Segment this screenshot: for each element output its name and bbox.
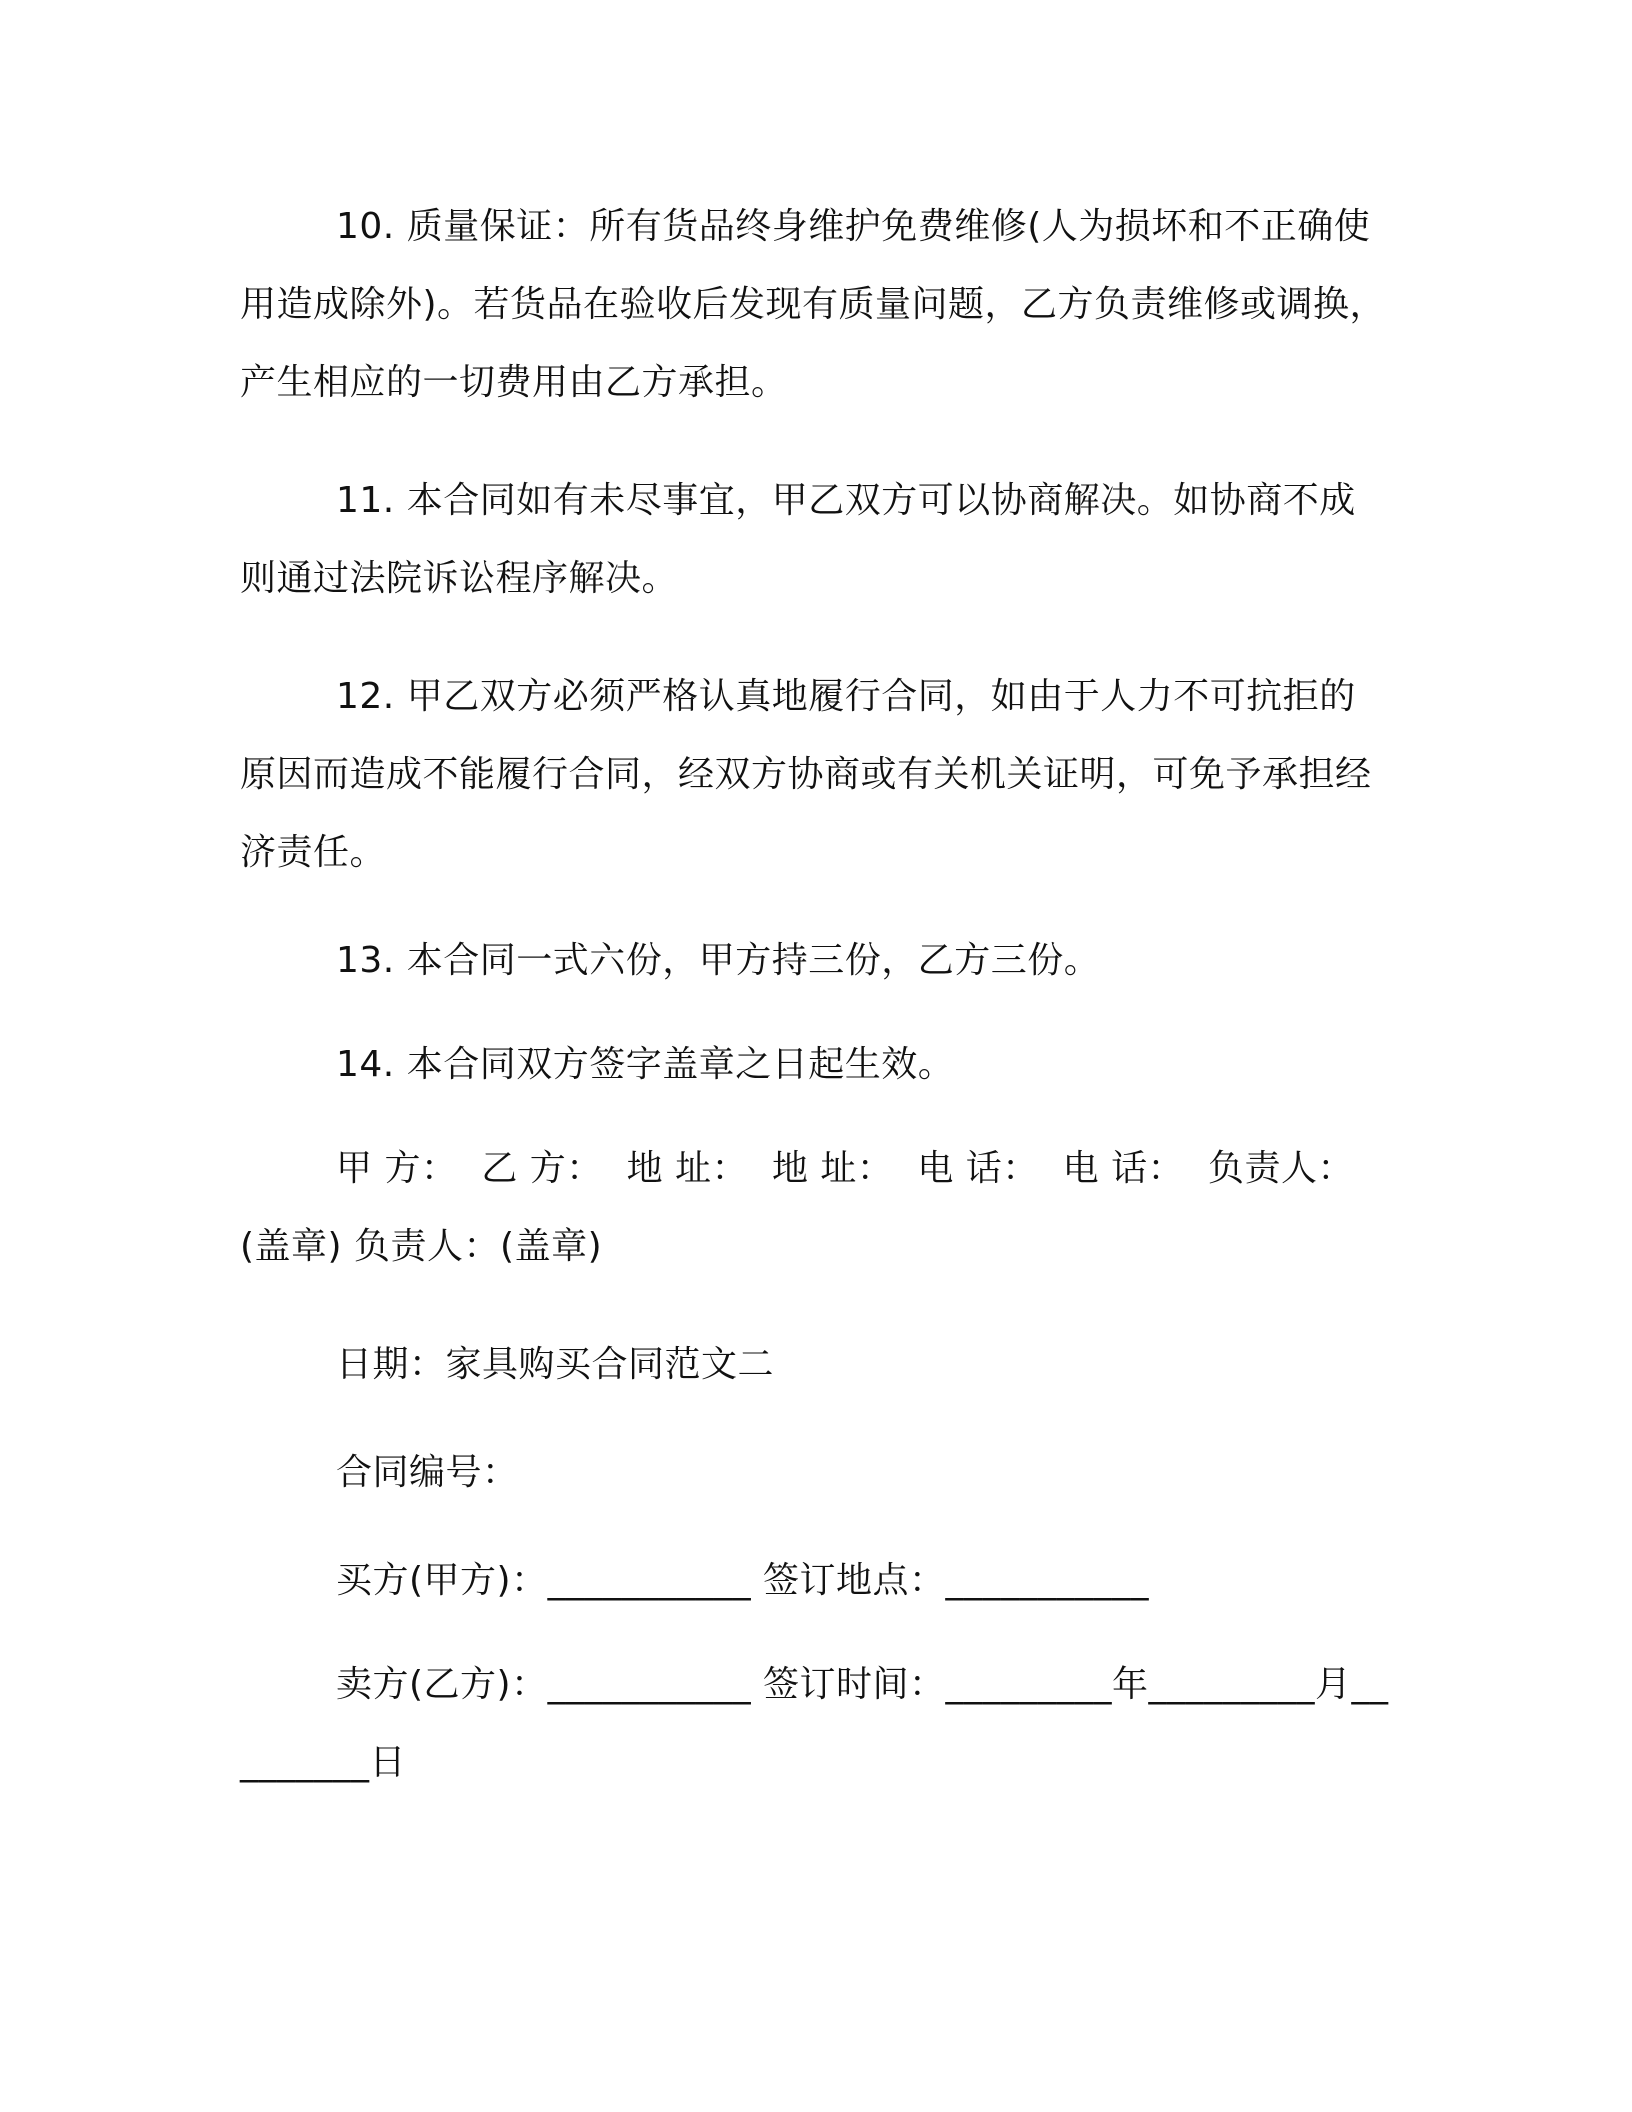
- signature-block: 甲 方： 乙 方： 地 址： 地 址： 电 话： 电 话： 负责人：(盖章) 负责人：(盖章): [240, 1148, 1354, 1267]
- seller-line: 卖方(乙方)：___________ 签订时间：_________年_________月_________日: [240, 1664, 1389, 1783]
- clause-10-quality-guarantee: 10. 质量保证：所有货品终身维护免费维修(人为损坏和不正确使用造成除外)。若货品在验收后发现有质量问题，乙方负责维修或调换，产生相应的一切费用由乙方承担。: [240, 206, 1387, 403]
- clause-14-effective-date: 14. 本合同双方签字盖章之日起生效。: [336, 1044, 955, 1085]
- document-body: [240, 188, 1390, 1802]
- clause-13-copies: 13. 本合同一式六份，甲方持三份，乙方三份。: [336, 940, 1101, 981]
- date-line: 日期：家具购买合同范文二: [336, 1344, 775, 1385]
- clause-11-unresolved-matters: 11. 本合同如有未尽事宜，甲乙双方可以协商解决。如协商不成则通过法院诉讼程序解决。: [240, 480, 1356, 599]
- clause-12-force-majeure: 12. 甲乙双方必须严格认真地履行合同，如由于人力不可抗拒的原因而造成不能履行合同，经双方协商或有关机关证明，可免予承担经济责任。: [240, 676, 1372, 873]
- buyer-line: 买方(甲方)：___________ 签订地点：___________: [336, 1560, 1150, 1601]
- contract-number-line: 合同编号：: [336, 1452, 519, 1493]
